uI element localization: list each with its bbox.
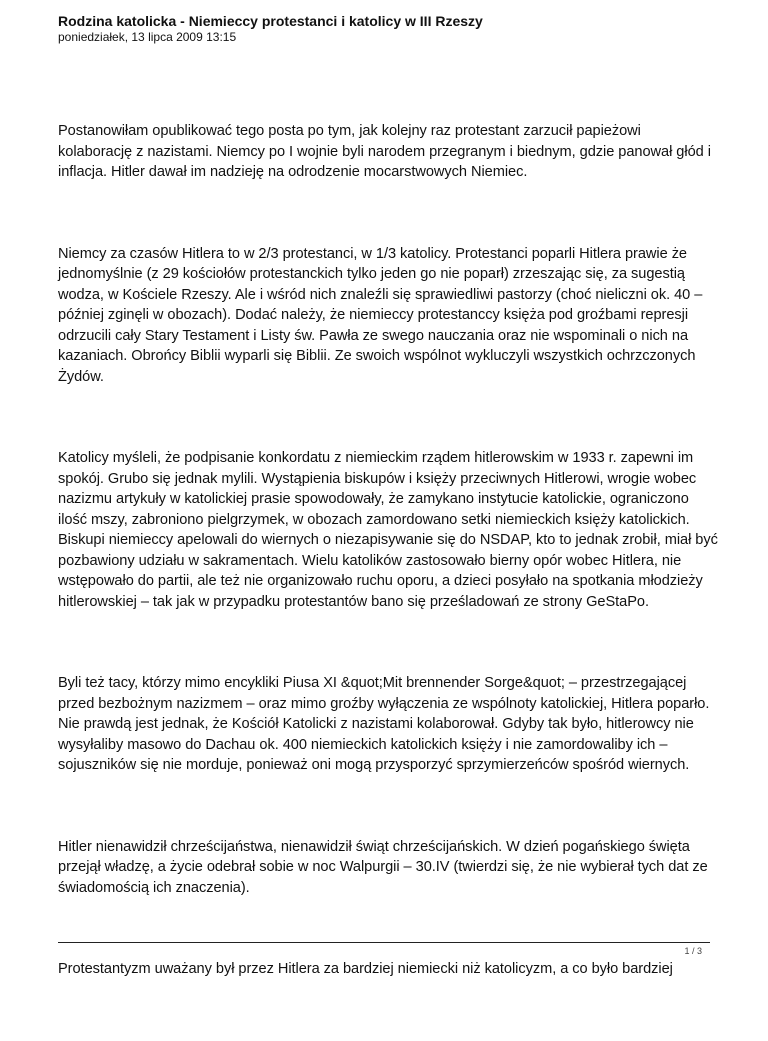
paragraph: Hitler nienawidził chrześcijaństwa, nienawidził świąt chrześcijańskich. W dzień pogańskiego święta przejął władzę, a życie odebrał sobie w noc Walpurgii – 30.IV (twierdzi się, że nie wybierał tych dat ze świadomością ich znaczenia). (58, 838, 708, 896)
article-body (58, 121, 718, 1041)
publication-date: poniedziałek, 13 lipca 2009 13:15 (58, 30, 237, 44)
document-header (58, 13, 728, 45)
footer-divider (58, 942, 710, 943)
paragraph: Niemcy za czasów Hitlera to w 2/3 protestanci, w 1/3 katolicy. Protestanci poparli Hitlera prawie że jednomyślnie (z 29 kościołów protestanckich tylko jeden go nie poparł) zrzeszając się, za sugestią wodza, w Kościele Rzeszy. Ale i wśród nich znaleźli się sprawiedliwi pastorzy (choć nieliczni ok. 40 – później zginęli w obozach). Dodać należy, że niemieccy protestanccy księża pod groźbami represji odrzucili cały Stary Testament i Listy św. Pawła ze swego nauczania oraz nie wspominali o nich na kazaniach. Obrońcy Biblii wyparli się Biblii. Ze swoich wspólnot wykluczyli wszystkich ochrzczonych Żydów. (58, 245, 703, 385)
paragraph: Protestantyzm uważany był przez Hitlera za bardziej niemiecki niż katolicyzm, a co było bardziej (58, 961, 673, 977)
paragraph: Postanowiłam opublikować tego posta po tym, jak kolejny raz protestant zarzucił papieżowi kolaborację z nazistami. Niemcy po I wojnie byli narodem przegranym i biednym, gdzie panował głód i inflacja. Hitler dawał im nadzieję na odrodzenie mocarstwowych Niemiec. (58, 123, 711, 180)
page-number: 1 / 3 (684, 946, 702, 956)
paragraph: Byli też tacy, którzy mimo encykliki Piusa XI &quot;Mit brennender Sorge&quot; – przestrzegającej przed bezbożnym nazizmem – oraz mimo groźby wyłączenia ze wspólnoty katolickiej, Hitlera poparło. Nie prawdą jest jednak, że Kościół Katolicki z nazistami kolaborował. Gdyby tak było, hitlerowcy nie wysyłaliby masowo do Dachau ok. 400 niemieckich katolickich księży i nie zamordowaliby ich – sojuszników się nie morduje, ponieważ oni mogą przysporzyć sprzymierzeńców spośród wiernych. (58, 675, 710, 773)
paragraph: Katolicy myśleli, że podpisanie konkordatu z niemieckim rządem hitlerowskim w 1933 r. zapewni im spokój. Grubo się jednak mylili. Wystąpienia biskupów i księży przeciwnych Hitlerowi, wrogie wobec nazizmu artykuły w katolickiej prasie spowodowały, że zamykano instytucie katolickie, ograniczono ilość mszy, zabroniono pielgrzymek, w obozach zamordowano setki niemieckich księży katolickich. Biskupi niemieccy apelowali do wiernych o niezapisywanie się do NSDAP, kto to jednak zrobił, miał być pozbawiony udziału w sakramentach. Wielu katolików zastosowało bierny opór wobec Hitlera, nie wstępowało do partii, ale też nie organizowało ruchu oporu, a dzieci posyłało na spotkania młodzieży hitlerowskiej – tak jak w przypadku protestantów bano się prześladowań ze strony GeStaPo. (58, 450, 718, 610)
document-title: Rodzina katolicka - Niemieccy protestanci i katolicy w III Rzeszy (58, 13, 483, 29)
